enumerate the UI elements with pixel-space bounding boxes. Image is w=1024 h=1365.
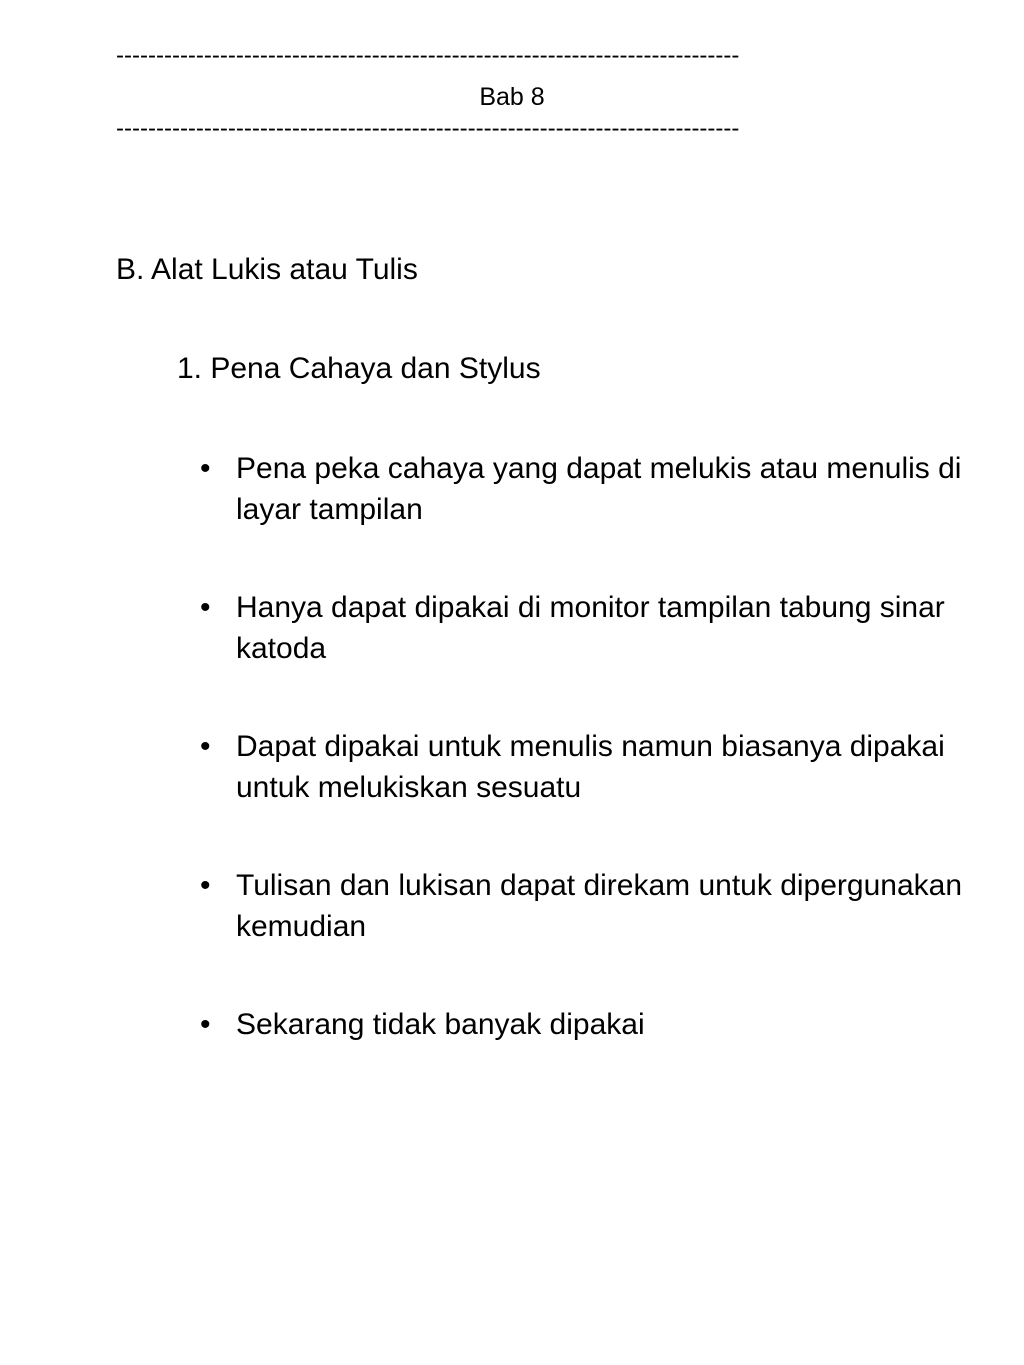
bullet-icon: • (200, 1008, 211, 1041)
bullet-icon: • (200, 452, 211, 485)
list-item (200, 726, 980, 808)
list-item-text: Dapat dipakai untuk menulis namun biasanya dipakai untuk melukiskan sesuatu (236, 730, 945, 804)
list-item (200, 1004, 980, 1045)
header-divider-bottom: ------------------------------------------------------------------------------ (116, 117, 740, 141)
section-heading: B. Alat Lukis atau Tulis (116, 253, 418, 286)
list-item (200, 587, 980, 669)
bullet-icon: • (200, 591, 211, 624)
bullet-icon: • (200, 869, 211, 902)
list-item-text: Sekarang tidak banyak dipakai (236, 1008, 645, 1041)
bullet-icon: • (200, 730, 211, 763)
list-item-text: Hanya dapat dipakai di monitor tampilan tabung sinar katoda (236, 591, 945, 665)
header-divider-top: ------------------------------------------------------------------------------ (116, 44, 740, 68)
list-item-text: Pena peka cahaya yang dapat melukis atau menulis di layar tampilan (236, 452, 962, 526)
list-item-text: Tulisan dan lukisan dapat direkam untuk dipergunakan kemudian (236, 869, 963, 943)
bullet-list (200, 448, 980, 1102)
subsection-heading: 1. Pena Cahaya dan Stylus (177, 352, 541, 385)
list-item (200, 865, 980, 947)
chapter-label: Bab 8 (479, 83, 545, 111)
list-item (200, 448, 980, 530)
